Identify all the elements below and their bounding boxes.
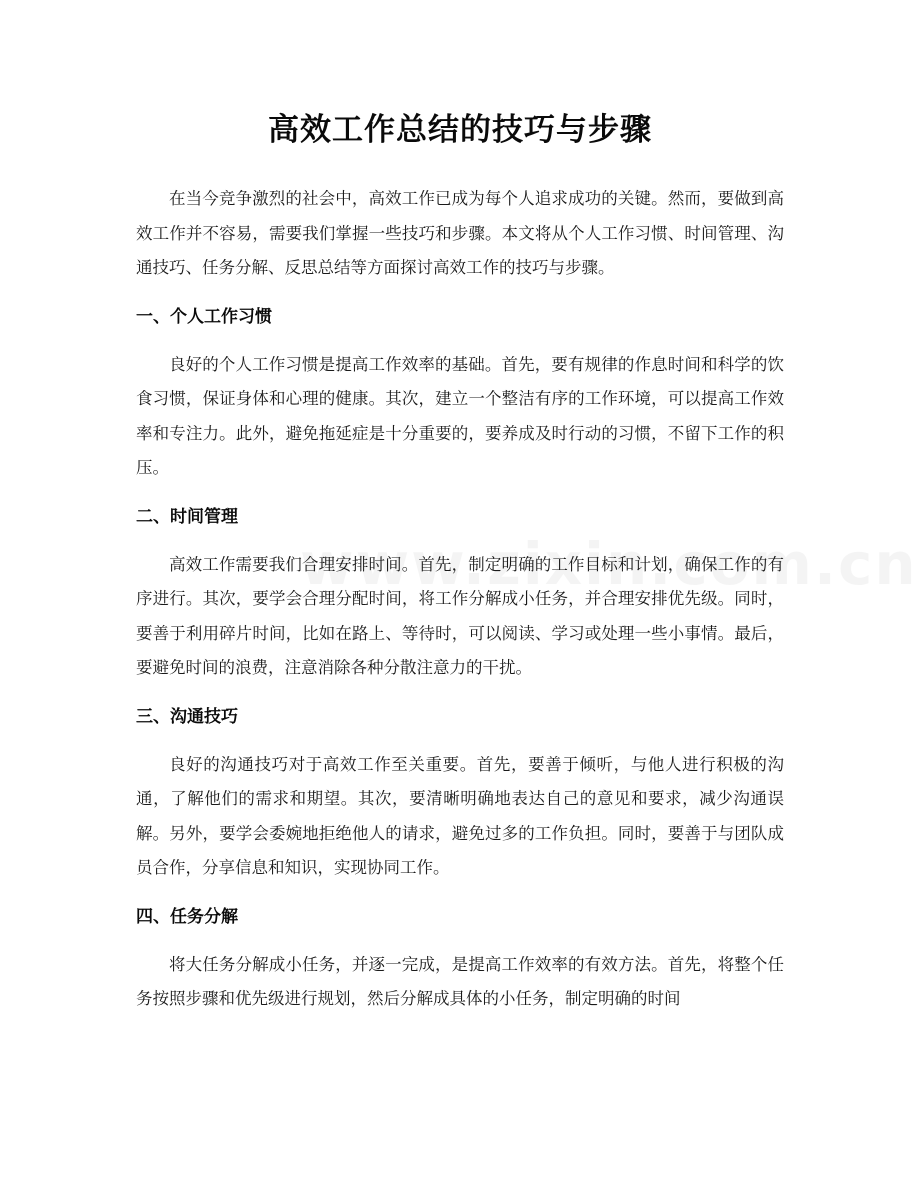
document-body [136, 182, 784, 1017]
section-heading-communication: 三、沟通技巧 [136, 706, 238, 727]
section-heading-time-management: 二、时间管理 [136, 506, 238, 527]
section-heading-habits: 一、个人工作习惯 [136, 306, 272, 327]
section-paragraph-task-breakdown: 将大任务分解成小任务，并逐一完成，是提高工作效率的有效方法。首先，将整个任务按照步骤和优先级进行规划，然后分解成具体的小任务，制定明确的时间 [136, 954, 784, 1008]
section-paragraph-time-management: 高效工作需要我们合理安排时间。首先，制定明确的工作目标和计划，确保工作的有序进行。其次，要学会合理分配时间，将工作分解成小任务，并合理安排优先级。同时，要善于利用碎片时间，比如在路上、等待时，可以阅读、学习或处理一些小事情。最后，要避免时间的浪费，注意消除各种分散注意力的干扰。 [136, 554, 784, 677]
section-paragraph-communication: 良好的沟通技巧对于高效工作至关重要。首先，要善于倾听，与他人进行积极的沟通，了解他们的需求和期望。其次，要清晰明确地表达自己的意见和要求，减少沟通误解。另外，要学会委婉地拒绝他人的请求，避免过多的工作负担。同时，要善于与团队成员合作，分享信息和知识，实现协同工作。 [136, 754, 784, 877]
section-paragraph-habits: 良好的个人工作习惯是提高工作效率的基础。首先，要有规律的作息时间和科学的饮食习惯，保证身体和心理的健康。其次，建立一个整洁有序的工作环境，可以提高工作效率和专注力。此外，避免拖延症是十分重要的，要养成及时行动的习惯，不留下工作的积压。 [136, 354, 784, 477]
section-heading-task-breakdown: 四、任务分解 [136, 906, 238, 927]
document-title: 高效工作总结的技巧与步骤 [268, 112, 652, 148]
intro-paragraph: 在当今竞争激烈的社会中，高效工作已成为每个人追求成功的关键。然而，要做到高效工作并不容易，需要我们掌握一些技巧和步骤。本文将从个人工作习惯、时间管理、沟通技巧、任务分解、反思总结等方面探讨高效工作的技巧与步骤。 [136, 189, 784, 277]
